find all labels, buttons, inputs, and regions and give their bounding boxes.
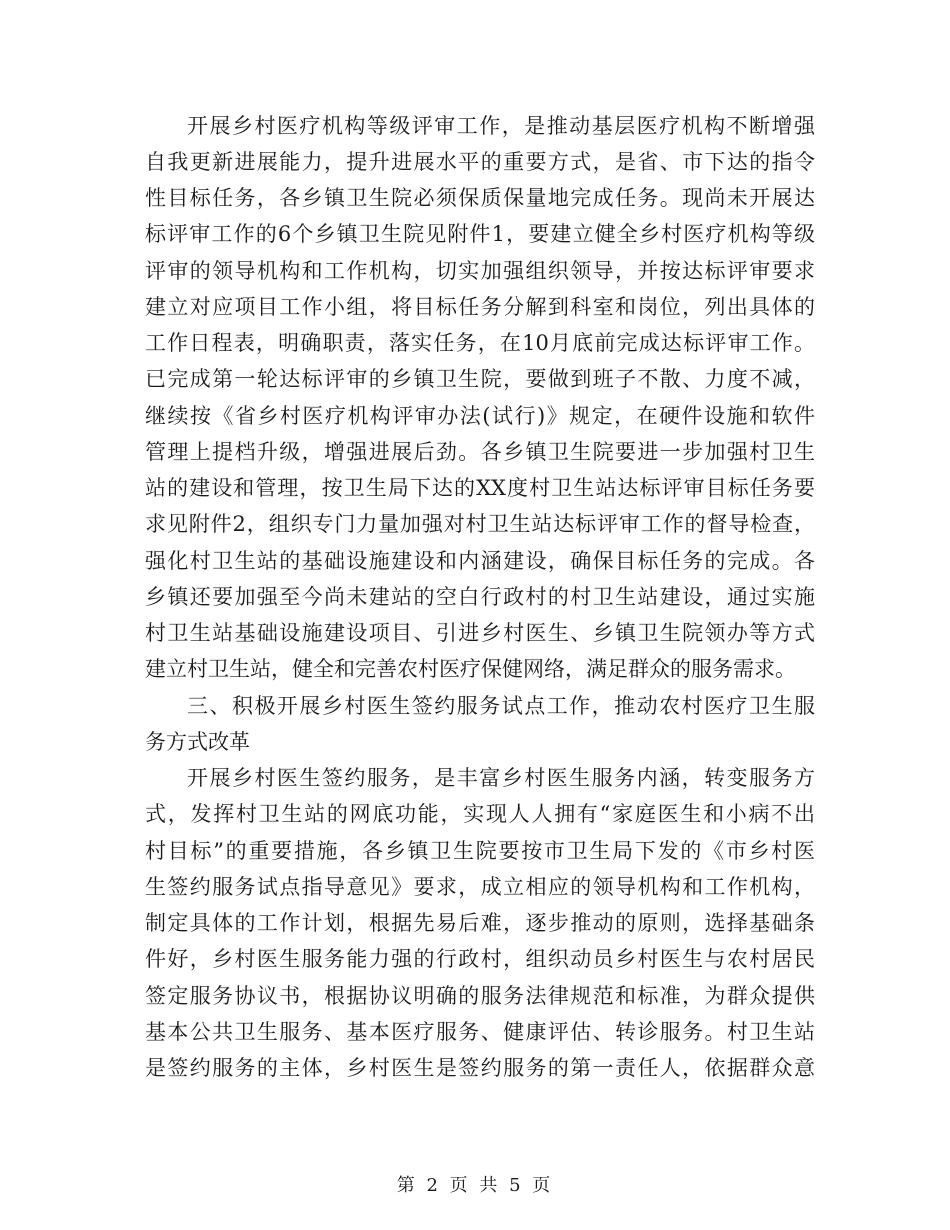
text-line: 建立村卫生站，健全和完善农村医疗保健网络，满足群众的服务需求。 bbox=[145, 657, 796, 681]
heading-line: 务方式改革 bbox=[145, 730, 250, 754]
text-line: 已完成第一轮达标评审的乡镇卫生院，要做到班子不散、力度不减， bbox=[145, 367, 815, 391]
text-line: 求见附件2，组织专门力量加强对村卫生站达标评审工作的督导检查， bbox=[145, 512, 815, 536]
text-line: 建立对应项目工作小组，将目标任务分解到科室和岗位，列出具体的 bbox=[145, 295, 815, 319]
text-line: 式，发挥村卫生站的网底功能，实现人人拥有“家庭医生和小病不出 bbox=[145, 802, 815, 826]
text-line: 村目标”的重要措施，各乡镇卫生院要按市卫生局下发的《市乡村医 bbox=[145, 839, 815, 863]
text-line: 管理上提档升级，增强进展后劲。各乡镇卫生院要进一步加强村卫生 bbox=[145, 440, 815, 464]
heading-line: 三、积极开展乡村医生签约服务试点工作，推动农村医疗卫生服 bbox=[187, 694, 815, 718]
text-line: 村卫生站基础设施建设项目、引进乡村医生、乡镇卫生院领办等方式 bbox=[145, 621, 815, 645]
text-line: 性目标任务，各乡镇卫生院必须保质保量地完成任务。现尚未开展达 bbox=[145, 186, 815, 210]
text-line: 评审的领导机构和工作机构，切实加强组织领导，并按达标评审要求 bbox=[145, 259, 815, 283]
page-footer: 第 2 页 共 5 页 bbox=[396, 1175, 554, 1196]
text-line: 制定具体的工作计划，根据先易后难，逐步推动的原则，选择基础条 bbox=[145, 911, 815, 935]
text-line: 自我更新进展能力，提升进展水平的重要方式，是省、市下达的指令 bbox=[145, 150, 815, 174]
text-line: 开展乡村医生签约服务，是丰富乡村医生服务内涵，转变服务方 bbox=[187, 766, 815, 790]
text-line: 工作日程表，明确职责，落实任务，在10月底前完成达标评审工作。 bbox=[145, 331, 815, 355]
text-line: 站的建设和管理，按卫生局下达的XX度村卫生站达标评审目标任务要 bbox=[145, 476, 815, 500]
text-line: 强化村卫生站的基础设施建设和内涵建设，确保目标任务的完成。各 bbox=[145, 549, 815, 573]
text-line: 件好，乡村医生服务能力强的行政村，组织动员乡村医生与农村居民 bbox=[145, 947, 815, 971]
text-line: 签定服务协议书，根据协议明确的服务法律规范和标准，为群众提供 bbox=[145, 984, 815, 1008]
text-line: 标评审工作的6个乡镇卫生院见附件1，要建立健全乡村医疗机构等级 bbox=[145, 222, 815, 246]
text-line: 继续按《省乡村医疗机构评审办法(试行)》规定，在硬件设施和软件 bbox=[145, 404, 815, 428]
text-line: 开展乡村医疗机构等级评审工作，是推动基层医疗机构不断增强 bbox=[187, 114, 815, 138]
text-line: 乡镇还要加强至今尚未建站的空白行政村的村卫生站建设，通过实施 bbox=[145, 585, 815, 609]
text-line: 基本公共卫生服务、基本医疗服务、健康评估、转诊服务。村卫生站 bbox=[145, 1020, 815, 1044]
text-line: 是签约服务的主体，乡村医生是签约服务的第一责任人，依据群众意 bbox=[145, 1056, 815, 1080]
text-line: 生签约服务试点指导意见》要求，成立相应的领导机构和工作机构， bbox=[145, 875, 815, 899]
